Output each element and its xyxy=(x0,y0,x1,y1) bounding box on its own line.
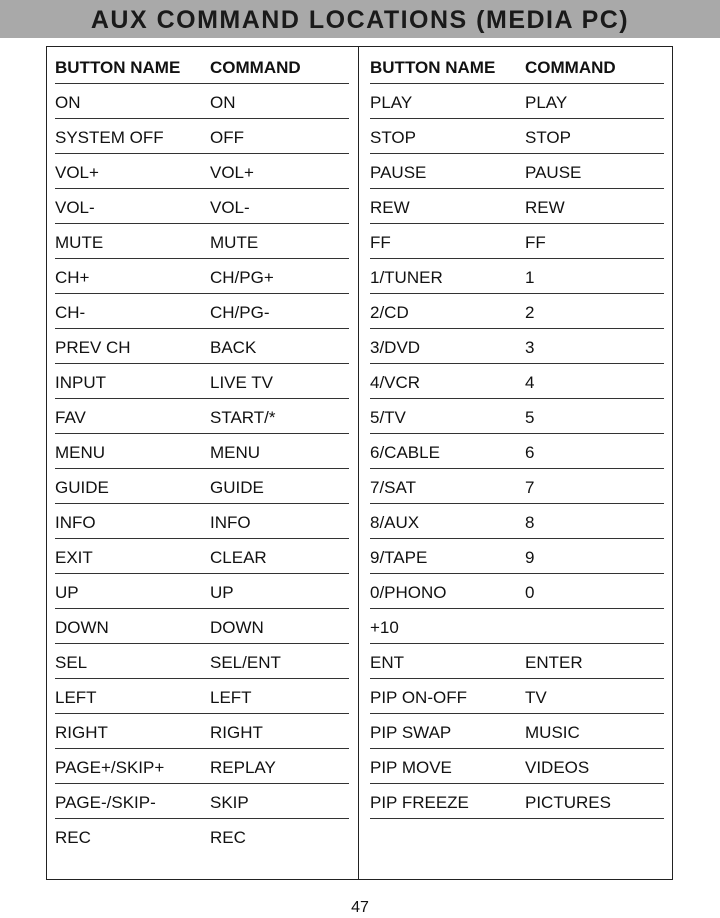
table-row xyxy=(55,400,349,434)
command-cell: BACK xyxy=(210,338,257,357)
button-name-cell: 5/TV xyxy=(370,408,406,427)
button-name-cell: STOP xyxy=(370,128,416,147)
command-cell: OFF xyxy=(210,128,244,147)
command-cell: 0 xyxy=(525,583,535,602)
table-row xyxy=(370,120,664,154)
button-name-cell: PAGE+/SKIP+ xyxy=(55,758,165,777)
button-name-cell: 8/AUX xyxy=(370,513,420,532)
table-row xyxy=(55,225,349,259)
command-cell: 1 xyxy=(525,268,535,287)
table-row xyxy=(370,575,664,609)
button-name-cell: PIP MOVE xyxy=(370,758,452,777)
table-row xyxy=(55,155,349,189)
left-header-row xyxy=(55,50,349,84)
command-cell: TV xyxy=(525,688,547,707)
button-name-cell: ON xyxy=(55,93,81,112)
table-row xyxy=(55,645,349,679)
command-cell: PAUSE xyxy=(525,163,582,182)
command-cell: CH/PG+ xyxy=(210,268,274,287)
button-name-cell: VOL+ xyxy=(55,163,99,182)
table-row xyxy=(370,155,664,189)
table-row xyxy=(370,750,664,784)
table-row xyxy=(370,260,664,294)
command-cell: SEL/ENT xyxy=(210,653,281,672)
command-cell: 7 xyxy=(525,478,535,497)
command-cell: REPLAY xyxy=(210,758,276,777)
command-cell: INFO xyxy=(210,513,251,532)
button-name-cell: 0/PHONO xyxy=(370,583,447,602)
table-row xyxy=(55,610,349,644)
left-rows xyxy=(55,85,349,854)
button-name-cell: LEFT xyxy=(55,688,97,707)
command-header: COMMAND xyxy=(210,58,301,77)
command-cell: VIDEOS xyxy=(525,758,590,777)
table-row xyxy=(370,330,664,364)
command-cell: 3 xyxy=(525,338,535,357)
button-name-cell: 9/TAPE xyxy=(370,548,428,567)
button-name-cell: 1/TUNER xyxy=(370,268,443,287)
button-name-cell: PIP SWAP xyxy=(370,723,452,742)
table-row xyxy=(370,190,664,224)
button-name-cell: CH+ xyxy=(55,268,90,287)
table-row xyxy=(370,400,664,434)
table-row xyxy=(55,330,349,364)
command-cell: PICTURES xyxy=(525,793,611,812)
command-cell: CLEAR xyxy=(210,548,267,567)
button-name-cell: FAV xyxy=(55,408,86,427)
button-name-cell: +10 xyxy=(370,618,399,637)
command-cell: 9 xyxy=(525,548,535,567)
table-row xyxy=(55,575,349,609)
page-title: AUX COMMAND LOCATIONS (MEDIA PC) xyxy=(90,6,630,34)
table-row xyxy=(370,435,664,469)
command-cell: VOL+ xyxy=(210,163,254,182)
table-row xyxy=(370,645,664,679)
table-row xyxy=(55,540,349,574)
table-row xyxy=(370,680,664,714)
command-cell: 6 xyxy=(525,443,535,462)
command-cell: STOP xyxy=(525,128,571,147)
command-cell: ENTER xyxy=(525,653,583,672)
command-cell: SKIP xyxy=(210,793,249,812)
command-cell: DOWN xyxy=(210,618,264,637)
table-row xyxy=(55,680,349,714)
button-name-cell: FF xyxy=(370,233,391,252)
button-name-cell: PREV CH xyxy=(55,338,131,357)
command-cell: GUIDE xyxy=(210,478,264,497)
table-row xyxy=(55,715,349,749)
page-number: 47 xyxy=(351,899,369,916)
table-row xyxy=(370,365,664,399)
table-row xyxy=(370,85,664,119)
table-row xyxy=(55,260,349,294)
button-name-cell: CH- xyxy=(55,303,86,322)
table-row xyxy=(370,225,664,259)
table-row xyxy=(55,85,349,119)
table-row xyxy=(370,785,664,819)
table-row xyxy=(55,470,349,504)
button-name-cell: SYSTEM OFF xyxy=(55,128,164,147)
button-name-cell: PAGE-/SKIP- xyxy=(55,793,156,812)
button-name-cell: RIGHT xyxy=(55,723,108,742)
button-name-cell: DOWN xyxy=(55,618,109,637)
button-name-header: BUTTON NAME xyxy=(370,58,496,77)
button-name-cell: 4/VCR xyxy=(370,373,421,392)
table-row xyxy=(55,505,349,539)
table-row xyxy=(370,610,664,644)
table-row xyxy=(370,715,664,749)
table-row xyxy=(55,365,349,399)
button-name-cell: REW xyxy=(370,198,410,217)
command-cell: MUTE xyxy=(210,233,259,252)
left-command-column xyxy=(55,50,349,855)
command-cell: LEFT xyxy=(210,688,252,707)
command-cell: CH/PG- xyxy=(210,303,270,322)
command-cell: FF xyxy=(525,233,546,252)
button-name-cell: 7/SAT xyxy=(370,478,416,497)
command-cell: 8 xyxy=(525,513,535,532)
table-row xyxy=(55,190,349,224)
button-name-cell: PAUSE xyxy=(370,163,427,182)
command-cell: 5 xyxy=(525,408,535,427)
table-row xyxy=(370,540,664,574)
table-row xyxy=(370,295,664,329)
command-cell: MENU xyxy=(210,443,261,462)
button-name-cell: VOL- xyxy=(55,198,95,217)
command-cell: PLAY xyxy=(525,93,568,112)
column-divider xyxy=(358,46,359,880)
button-name-cell: ENT xyxy=(370,653,404,672)
button-name-cell: UP xyxy=(55,583,79,602)
button-name-cell: EXIT xyxy=(55,548,93,567)
table-row xyxy=(55,750,349,784)
command-cell: 2 xyxy=(525,303,535,322)
right-rows xyxy=(370,85,664,819)
table-row xyxy=(55,435,349,469)
button-name-cell: MUTE xyxy=(55,233,104,252)
button-name-cell: INFO xyxy=(55,513,96,532)
table-row xyxy=(370,470,664,504)
button-name-header: BUTTON NAME xyxy=(55,58,181,77)
button-name-cell: SEL xyxy=(55,653,88,672)
command-cell: UP xyxy=(210,583,234,602)
command-cell: REW xyxy=(525,198,565,217)
table-row xyxy=(370,505,664,539)
button-name-cell: PIP ON-OFF xyxy=(370,688,467,707)
right-header-row xyxy=(370,50,664,84)
command-cell: LIVE TV xyxy=(210,373,273,392)
table-row xyxy=(55,820,349,854)
table-row xyxy=(55,785,349,819)
button-name-cell: REC xyxy=(55,828,91,847)
table-row xyxy=(55,120,349,154)
command-cell: MUSIC xyxy=(525,723,580,742)
right-command-column xyxy=(370,50,664,820)
button-name-cell: INPUT xyxy=(55,373,106,392)
command-cell: ON xyxy=(210,93,236,112)
button-name-cell: MENU xyxy=(55,443,106,462)
command-cell: START/* xyxy=(210,408,276,427)
command-cell: REC xyxy=(210,828,246,847)
command-cell: 4 xyxy=(525,373,535,392)
button-name-cell: PLAY xyxy=(370,93,413,112)
button-name-cell: 2/CD xyxy=(370,303,409,322)
command-cell: VOL- xyxy=(210,198,250,217)
table-row xyxy=(55,295,349,329)
button-name-cell: PIP FREEZE xyxy=(370,793,469,812)
command-cell: RIGHT xyxy=(210,723,263,742)
button-name-cell: GUIDE xyxy=(55,478,109,497)
command-header: COMMAND xyxy=(525,58,616,77)
button-name-cell: 6/CABLE xyxy=(370,443,440,462)
button-name-cell: 3/DVD xyxy=(370,338,421,357)
